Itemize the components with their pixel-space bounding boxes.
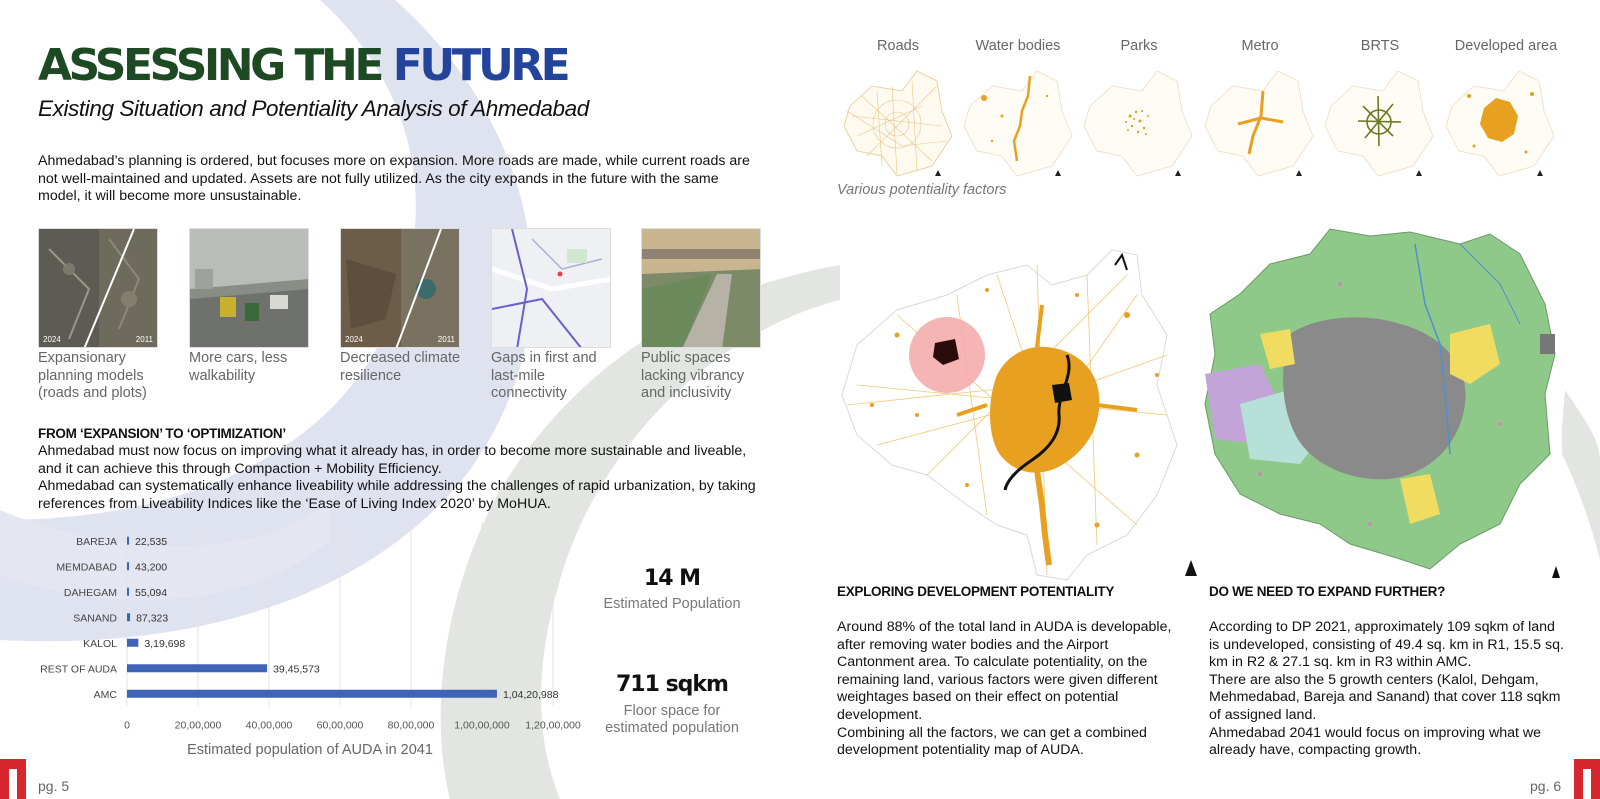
issue-caption-public-spaces: Public spaces lacking vibrancy and inclusivity [641, 350, 745, 401]
satellite-comparison-image [38, 228, 158, 348]
north-arrow-dp [1552, 566, 1560, 578]
factor-label-developed-area: Developed area [1454, 38, 1558, 54]
x-tick-label: 1,20,00,000 [525, 719, 581, 732]
expand-body [1209, 619, 1569, 760]
metro-factor-map [1203, 66, 1315, 178]
potentiality-body [837, 619, 1187, 760]
roads-factor-map [842, 66, 954, 178]
climate-satellite-image [340, 228, 460, 348]
issue-caption-walkability: More cars, less walkability [189, 350, 288, 384]
bar [127, 639, 138, 647]
optimization-heading: FROM ‘EXPANSION’ TO ‘OPTIMIZATION’ [38, 426, 286, 441]
population-bar-chart [30, 522, 590, 762]
page-marker-right [1574, 759, 1600, 799]
title-blue-part: FUTURE [392, 40, 568, 91]
category-label: BAREJA [76, 535, 117, 548]
value-label: 87,323 [136, 612, 169, 625]
year-label-left: 2024 [43, 335, 61, 344]
traffic-photo [189, 228, 309, 348]
north-arrow-icon [1552, 566, 1560, 578]
intro-paragraph: Ahmedabad’s planning is ordered, but focuses more on expansion. More roads are made, while current roads are not well-maintained and updated. Assets are not fully utilized. As the city expands in the future with the same model, it will become more unsustainable. [38, 153, 750, 205]
bar [127, 588, 129, 596]
water-bodies-factor-map [962, 66, 1074, 178]
chart-caption: Estimated population of AUDA in 2041 [187, 742, 433, 758]
category-label: DAHEGAM [63, 586, 117, 599]
floor-space-stat-value: 711 sqkm [616, 672, 728, 697]
development-plan-map [1200, 224, 1562, 574]
optimization-paragraph-2: Ahmedabad can systematically enhance liveability while addressing the challenges of rapid urbanization, by taking references from Liveability Indices like the ‘Ease of Living Index 2020’ by MoHUA. [38, 478, 756, 512]
issue-caption-expansionary: Expansionary planning models (roads and plots) [38, 350, 147, 401]
bar [127, 537, 129, 545]
year-label-right: 2011 [135, 335, 153, 344]
factor-label-brts: BRTS [1360, 38, 1400, 54]
optimization-body [38, 443, 768, 513]
potentiality-heading: EXPLORING DEVELOPMENT POTENTIALITY [837, 584, 1115, 599]
page-number-left: pg. 5 [38, 778, 70, 794]
bar [127, 613, 130, 621]
title-green-part: ASSESSING THE [38, 40, 381, 91]
year-label-right: 2011 [437, 335, 455, 344]
expand-heading: DO WE NEED TO EXPAND FURTHER? [1209, 584, 1446, 599]
value-label: 1,04,20,988 [502, 688, 559, 701]
optimization-paragraph-1: Ahmedabad must now focus on improving what it already has, in order to become more sustainable and liveable, and it can achieve this through Compaction + Mobility Efficiency. [38, 443, 747, 477]
value-label: 3,19,698 [144, 637, 186, 650]
category-label: AMC [93, 688, 117, 701]
developed-area-factor-map [1444, 66, 1556, 178]
category-label: SANAND [73, 612, 117, 625]
factor-label-parks: Parks [1120, 38, 1158, 54]
bar [127, 562, 129, 570]
development-potentiality-map [837, 235, 1199, 585]
expand-paragraph-3: Ahmedabad 2041 would focus on improving what we already have, compacting growth. [1209, 724, 1542, 759]
connectivity-map-image [491, 228, 611, 348]
page-title [38, 40, 567, 92]
factor-label-roads: Roads [877, 38, 919, 54]
brts-factor-map [1323, 66, 1435, 178]
north-arrow-icon [1185, 560, 1197, 576]
value-label: 43,200 [135, 561, 168, 574]
factors-caption: Various potentiality factors [837, 182, 1007, 198]
expand-paragraph-2: There are also the 5 growth centers (Kalol, Dehgam, Mehmedabad, Bareja and Sanand) that cover 118 sqkm of assigned land. [1209, 671, 1561, 723]
expand-paragraph-1: According to DP 2021, approximately 109 sqkm of land is undeveloped, consisting of 49.4 sq. km in R1, 15.5 sq. km in R2 & 27.1 sq. km in R3 within AMC. [1209, 619, 1564, 671]
population-stat-label: Estimated Population [603, 596, 741, 612]
potentiality-paragraph-1: Around 88% of the total land in AUDA is developable, after removing water bodies and the Airport Cantonment area. To calculate potentiality, on the remaining land, various factors were given different weightages based on their effect on potential development. [837, 619, 1172, 723]
parks-factor-map [1082, 66, 1194, 178]
x-tick-label: 60,00,000 [316, 719, 364, 732]
grey-arc-right [1560, 390, 1600, 560]
x-tick-label: 0 [124, 719, 130, 732]
year-label-left: 2024 [345, 335, 363, 344]
issue-caption-connectivity: Gaps in first and last-mile connectivity [491, 350, 597, 401]
bar [127, 664, 267, 672]
value-label: 55,094 [135, 586, 168, 599]
category-label: REST OF AUDA [40, 663, 117, 676]
north-arrow-potentiality [1185, 560, 1197, 576]
page-subtitle: Existing Situation and Potentiality Analysis of Ahmedabad [38, 96, 589, 121]
category-label: KALOL [83, 637, 117, 650]
issue-caption-climate: Decreased climate resilience [340, 350, 461, 384]
page-marker-left [0, 759, 26, 799]
bar [127, 690, 497, 698]
category-label: MEMDABAD [56, 561, 117, 574]
page-number-right: pg. 6 [1530, 778, 1562, 794]
value-label: 39,45,573 [273, 663, 320, 676]
potentiality-paragraph-2: Combining all the factors, we can get a combined development potentiality map of AUDA. [837, 724, 1147, 759]
public-space-photo [641, 228, 761, 348]
population-stat-value: 14 M [643, 566, 701, 591]
x-tick-label: 20,00,000 [174, 719, 222, 732]
value-label: 22,535 [135, 535, 168, 548]
floor-space-stat-label: Floor space for estimated population [605, 703, 739, 736]
factor-label-metro: Metro [1241, 38, 1279, 54]
x-tick-label: 1,00,00,000 [454, 719, 510, 732]
x-tick-label: 80,00,000 [387, 719, 435, 732]
factor-label-water-bodies: Water bodies [975, 38, 1061, 54]
x-tick-label: 40,00,000 [245, 719, 293, 732]
